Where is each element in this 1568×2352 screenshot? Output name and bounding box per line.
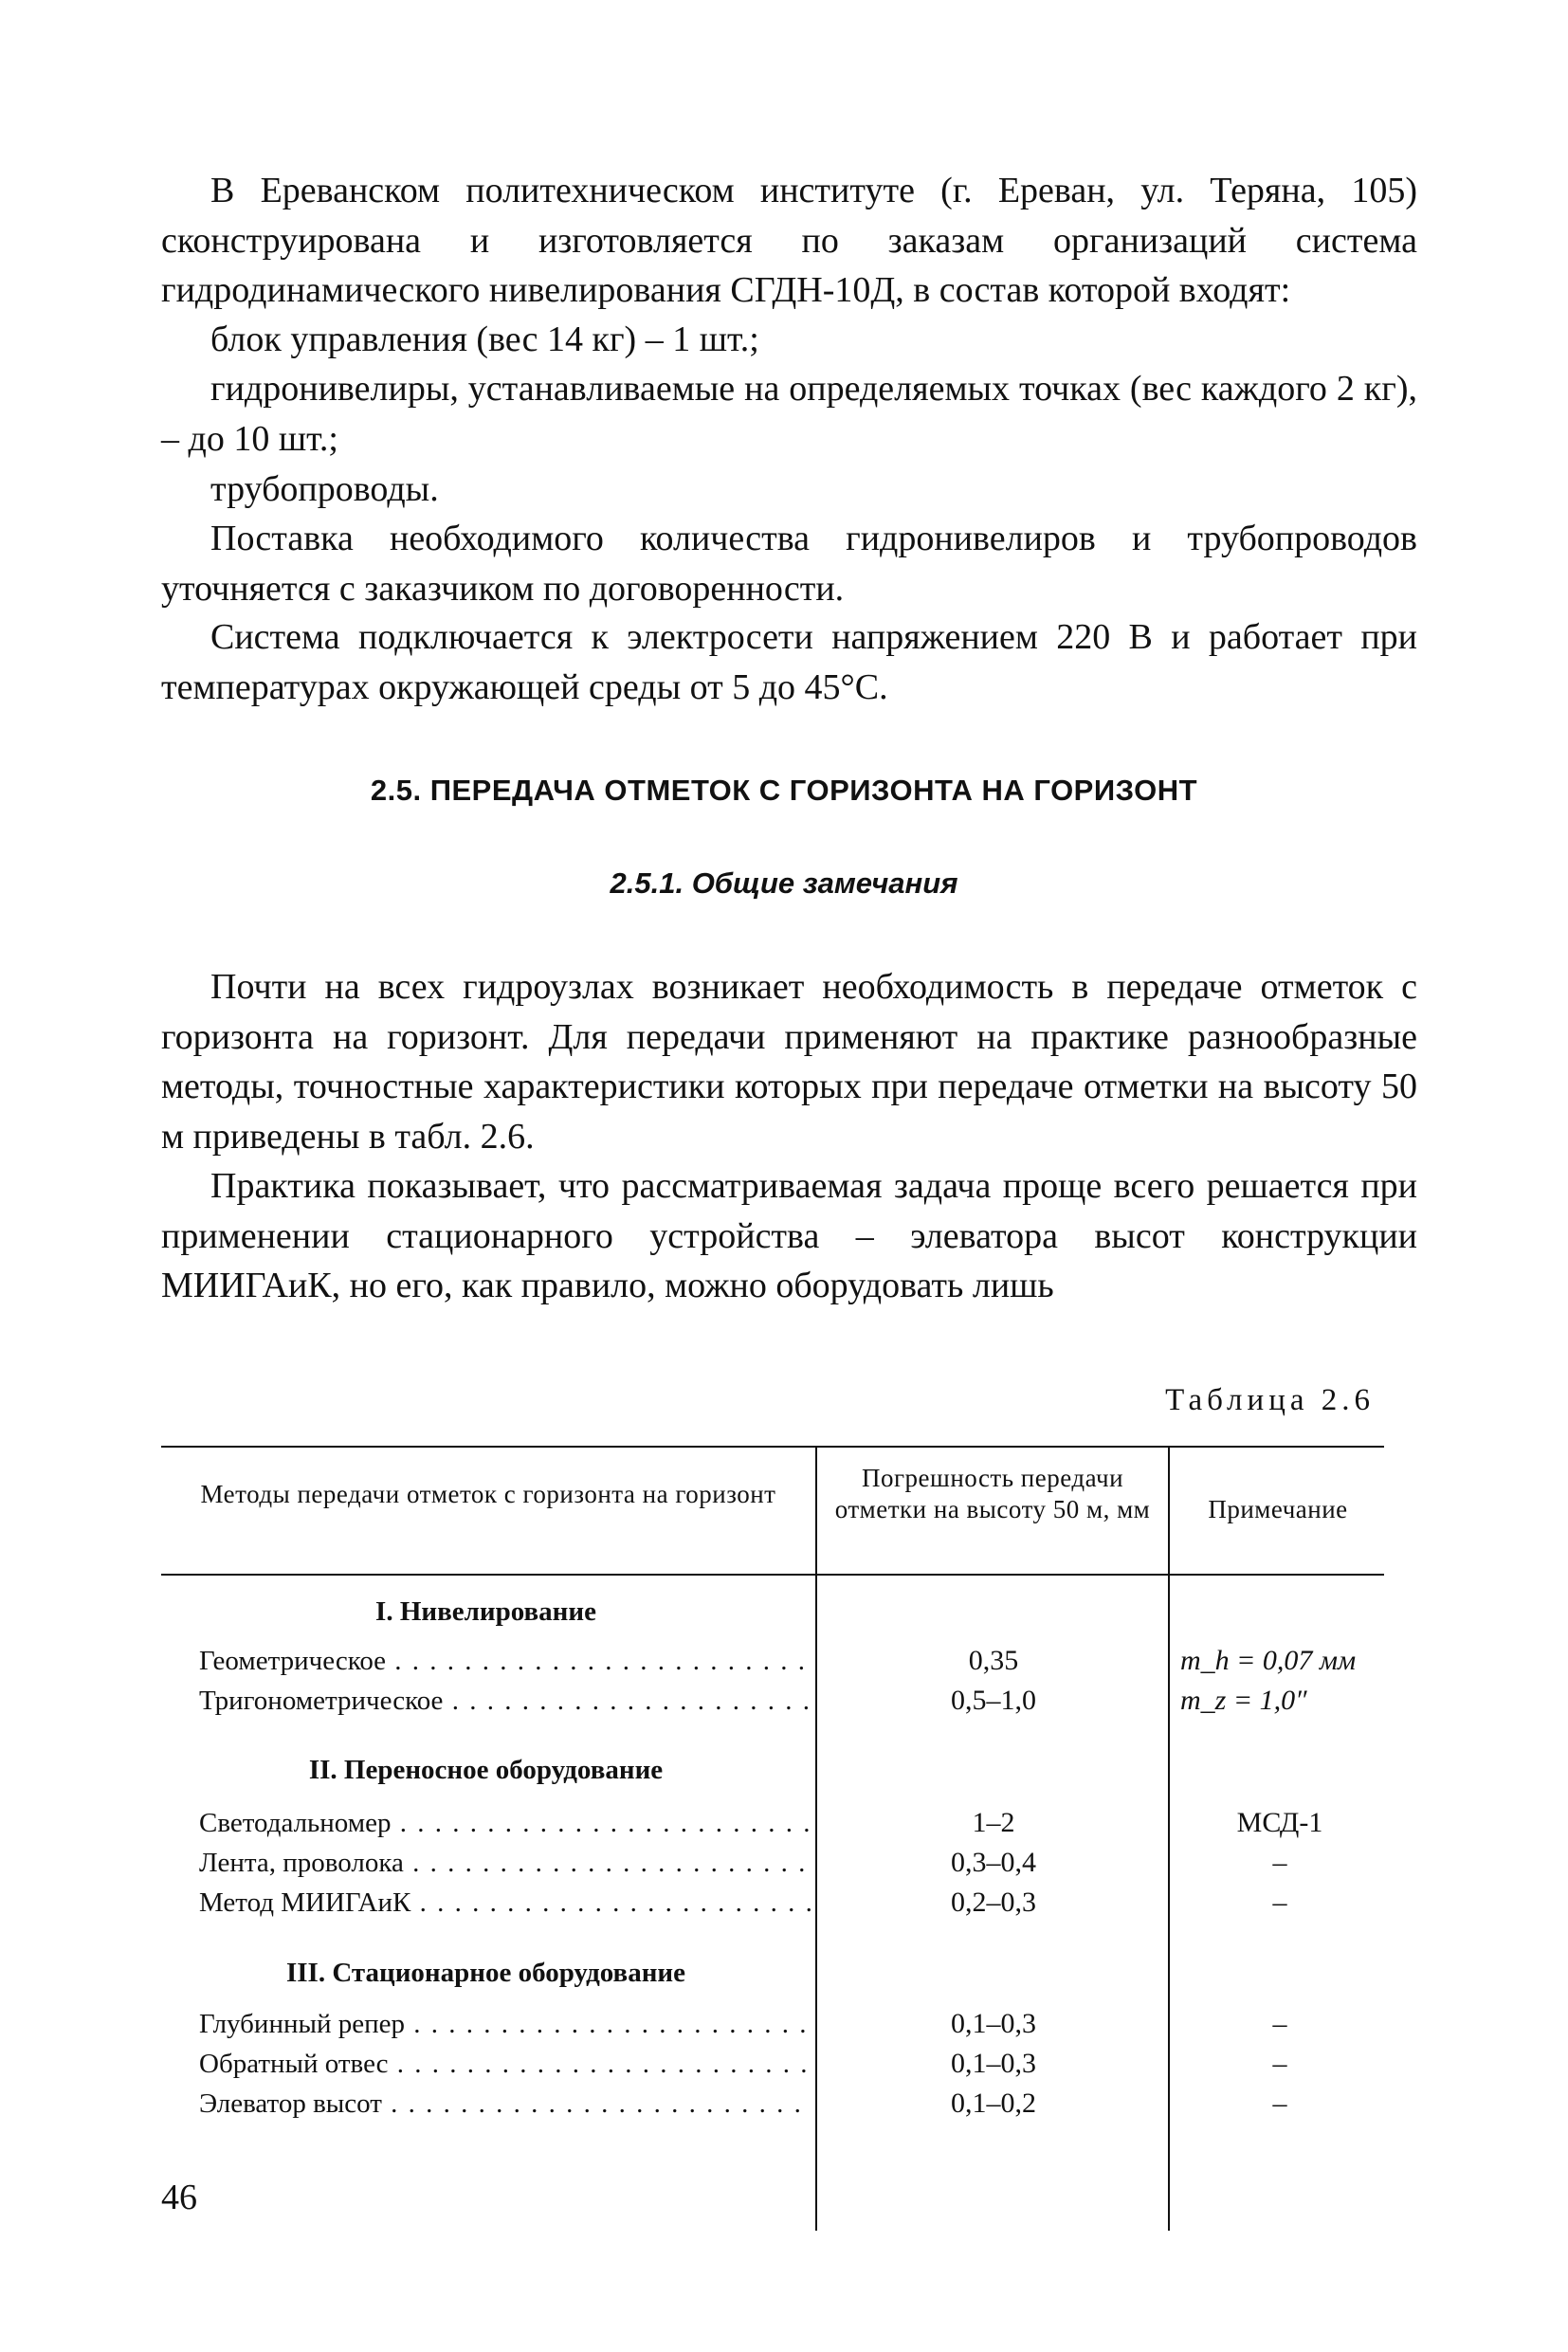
table-row-method: Геометрическое . . . xyxy=(199,1644,811,1678)
table-row-method: Светодальномер . . . xyxy=(199,1806,811,1840)
table-row-error: 1–2 xyxy=(972,1807,1015,1838)
table-row-note: МСД-1 xyxy=(1236,1807,1323,1838)
table-row-note: – xyxy=(1272,2008,1287,2039)
table-row-note: – xyxy=(1272,2048,1287,2079)
page-number: 46 xyxy=(161,2178,197,2217)
table-row-method: Лента, проволока . . . xyxy=(199,1846,811,1880)
paragraph-power: Система подключается к электросети напряжением 220 В и работает при температурах окружающей среды от 5 до 45°С. xyxy=(161,617,1417,707)
paragraph-practice: Практика показывает, что рассматриваемая задача проще всего решается при применении стационарного устройства – элеватора высот конструкции МИИГАиК, но его, как правило, можно оборудовать лишь xyxy=(161,1166,1417,1305)
table-header-note: Примечание xyxy=(1208,1495,1348,1523)
table-row-method: Метод МИИГАиК . . . xyxy=(199,1886,811,1920)
table-top-rule xyxy=(161,1446,1384,1448)
table-group-title: III. Стационарное оборудование xyxy=(285,1958,686,1988)
section-subheading: 2.5.1. Общие замечания xyxy=(610,866,958,900)
table-row-method: Тригонометрическое . . . xyxy=(199,1684,811,1718)
table-row-method: Глубинный репер . . . xyxy=(199,2007,811,2041)
table-row-error: 0,35 xyxy=(968,1645,1019,1676)
table-row-note-formula: m_h = 0,07 мм xyxy=(1180,1645,1357,1676)
table-row-note: – xyxy=(1272,2088,1287,2119)
table-column-divider xyxy=(815,1446,817,2231)
table-row-method: Элеватор высот . . . xyxy=(199,2087,811,2121)
section-heading: 2.5. ПЕРЕДАЧА ОТМЕТОК С ГОРИЗОНТА НА ГОРИЗОНТ xyxy=(370,774,1198,807)
table-row-error: 0,2–0,3 xyxy=(951,1887,1036,1918)
table-row-note: – xyxy=(1272,1847,1287,1878)
table-row-note-formula: m_z = 1,0″ xyxy=(1180,1685,1307,1716)
paragraph-list-item-pipelines: трубопроводы. xyxy=(210,469,439,509)
table-group-title: II. Переносное оборудование xyxy=(308,1755,664,1785)
table-header-rule xyxy=(161,1574,1384,1576)
table-header-method: Методы передачи отметок с горизонта на горизонт xyxy=(200,1480,776,1508)
paragraph-list-item-hydrolevels: гидронивелиры, устанавливаемые на определяемых точках (вес каждого 2 кг), – до 10 шт.; xyxy=(161,369,1417,459)
table-row-error: 0,5–1,0 xyxy=(951,1685,1036,1716)
paragraph-intro: В Ереванском политехническом институте (г. Ереван, ул. Теряна, 105) сконструирована и изготовляется по заказам организаций система гидродинамического нивелирования СГДН-10Д, в состав которой входят: xyxy=(161,171,1417,310)
table-row-method: Обратный отвес . . . xyxy=(199,2047,811,2081)
table-header-error: Погрешность передачи отметки на высоту 50 м, мм xyxy=(834,1464,1151,1523)
table-row-error: 0,1–0,3 xyxy=(951,2048,1036,2079)
table-row-error: 0,1–0,3 xyxy=(951,2008,1036,2039)
table-caption: Таблица 2.6 xyxy=(1165,1383,1375,1417)
table-column-divider xyxy=(1168,1446,1170,2231)
table-group-title: I. Нивелирование xyxy=(375,1596,596,1627)
table-row-note: – xyxy=(1272,1887,1287,1918)
table-row-error: 0,3–0,4 xyxy=(951,1847,1036,1878)
paragraph-supply: Поставка необходимого количества гидронивелиров и трубопроводов уточняется с заказчиком по договоренности. xyxy=(161,519,1417,609)
paragraph-general-remarks: Почти на всех гидроузлах возникает необходимость в передаче отметок с горизонта на горизонт. Для передачи применяют на практике разнообразные методы, точностные характеристики которых при передаче отметки на высоту 50 м приведены в табл. 2.6. xyxy=(161,967,1417,1157)
table-row-error: 0,1–0,2 xyxy=(951,2088,1036,2119)
paragraph-list-item-control-unit: блок управления (вес 14 кг) – 1 шт.; xyxy=(210,319,759,359)
